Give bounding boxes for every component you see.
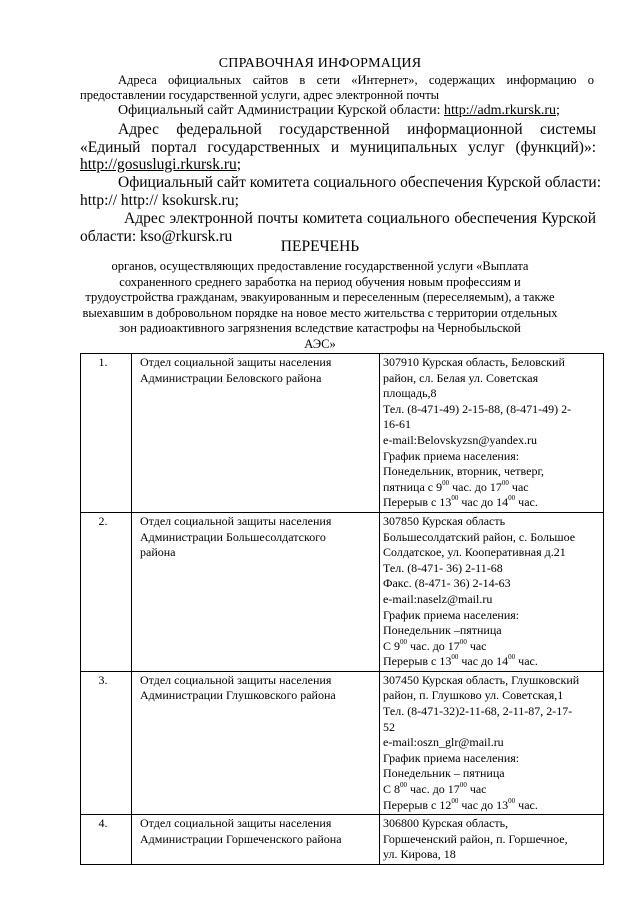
admin-site-line: Официальный сайт Администрации Курской области: http://adm.rkursk.ru; xyxy=(118,103,560,118)
intro-line-1: Адреса официальных сайтов в сети «Интернет», содержащих информацию о xyxy=(118,73,594,87)
email-line-2: области: kso@rkursk.ru xyxy=(80,228,233,245)
admin-site-label: Официальный сайт Администрации Курской области: xyxy=(118,103,441,118)
email-line-1: Адрес электронной почты комитета социального обеспечения Курской xyxy=(124,210,596,227)
list-description: органов, осуществляющих предоставление государственной услуги «Выплата сохраненного среднего заработка на период обучения новым профессиям и трудоустройства гражданам, эвакуированным и переселенным (переселяемым), а также выехавшим в добровольном порядке на новое место жительства с территории отдельных зон радиоактивного загрязнения вследствие катастрофы на Чернобыльской АЭС» xyxy=(82,259,558,351)
table-row xyxy=(81,815,604,865)
table-row xyxy=(81,671,604,814)
email[interactable]: e-mail:naselz@mail.ru xyxy=(383,591,493,606)
list-title: ПЕРЕЧЕНЬ xyxy=(280,238,360,255)
row-number: 1. xyxy=(81,354,132,513)
org-contacts: 307850 Курская область Большесолдатский район, с. Большое Солдатское, ул. Кооперативная д.21 Тел. (8-471- 36) 2-11-68 Факс. (8-471- 36) 2-14-63 e-mail:naselz@mail.ru График приема населения: Понедельник –пятница С $9^{00}$ час. до $17^{00}$ час Перерыв с $13^{00}$ час до $14^{00}$ час. xyxy=(380,512,604,671)
email[interactable]: e-mail:oszn_glr@mail.ru xyxy=(383,735,504,750)
committee-site-line-1: Официальный сайт комитета социального обеспечения Курской области: xyxy=(118,174,602,191)
org-name: Отдел социальной защиты населения Администрации Беловского района xyxy=(132,354,380,513)
org-name: Отдел социальной защиты населения Администрации Глушковского района xyxy=(132,671,380,814)
org-name: Отдел социальной защиты населения Администрации Большесолдатского района xyxy=(132,512,380,671)
table-row xyxy=(81,354,604,513)
portal-link[interactable]: http://gosuslugi.rkursk.ru xyxy=(80,156,237,173)
table-row xyxy=(81,512,604,671)
org-name: Отдел социальной защиты населения Администрации Горшеченского района xyxy=(132,815,380,865)
portal-line-1: Адрес федеральной государственной информационной системы xyxy=(118,121,596,138)
org-contacts: 307910 Курская область, Беловский район, сл. Белая ул. Советская площадь,8 Тел. (8-471-49) 2-15-88, (8-471-49) 2- 16-61 e-mail:Belovskyzsn@yandex.ru График приема населения: Понедельник, вторник, четверг, пятница с $9^{00}$ час. до $17^{00}$ час Перерыв с $13^{00}$ час до $14^{00}$ час. xyxy=(380,354,604,513)
portal-line-2: «Единый портал государственных и муниципальных услуг (функций)»: xyxy=(80,139,596,156)
admin-site-link[interactable]: http://adm.rkursk.ru xyxy=(444,103,556,118)
page-title: СПРАВОЧНАЯ ИНФОРМАЦИЯ xyxy=(218,56,422,71)
organs-table xyxy=(80,353,604,865)
row-number: 4. xyxy=(81,815,132,865)
row-number: 2. xyxy=(81,512,132,671)
intro-line-2: предоставлении государственной услуги, адрес электронной почты xyxy=(80,88,440,102)
row-number: 3. xyxy=(81,671,132,814)
committee-site-line-2: http:// http:// ksokursk.ru; xyxy=(80,192,239,209)
email[interactable]: e-mail:Belovskyzsn@yandex.ru xyxy=(383,432,538,447)
org-contacts: 307450 Курская область, Глушковский район, п. Глушково ул. Советская,1 Тел. (8-471-32)2-11-68, 2-11-87, 2-17- 52 e-mail:oszn_glr@mail.ru График приема населения: Понедельник – пятница С $8^{00}$ час. до $17^{00}$ час Перерыв с $12^{00}$ час до $13^{00}$ час. xyxy=(380,671,604,814)
org-contacts: 306800 Курская область, Горшеченский район, п. Горшечное, ул. Кирова, 18 xyxy=(380,815,604,865)
portal-link-line: http://gosuslugi.rkursk.ru; xyxy=(80,156,242,173)
